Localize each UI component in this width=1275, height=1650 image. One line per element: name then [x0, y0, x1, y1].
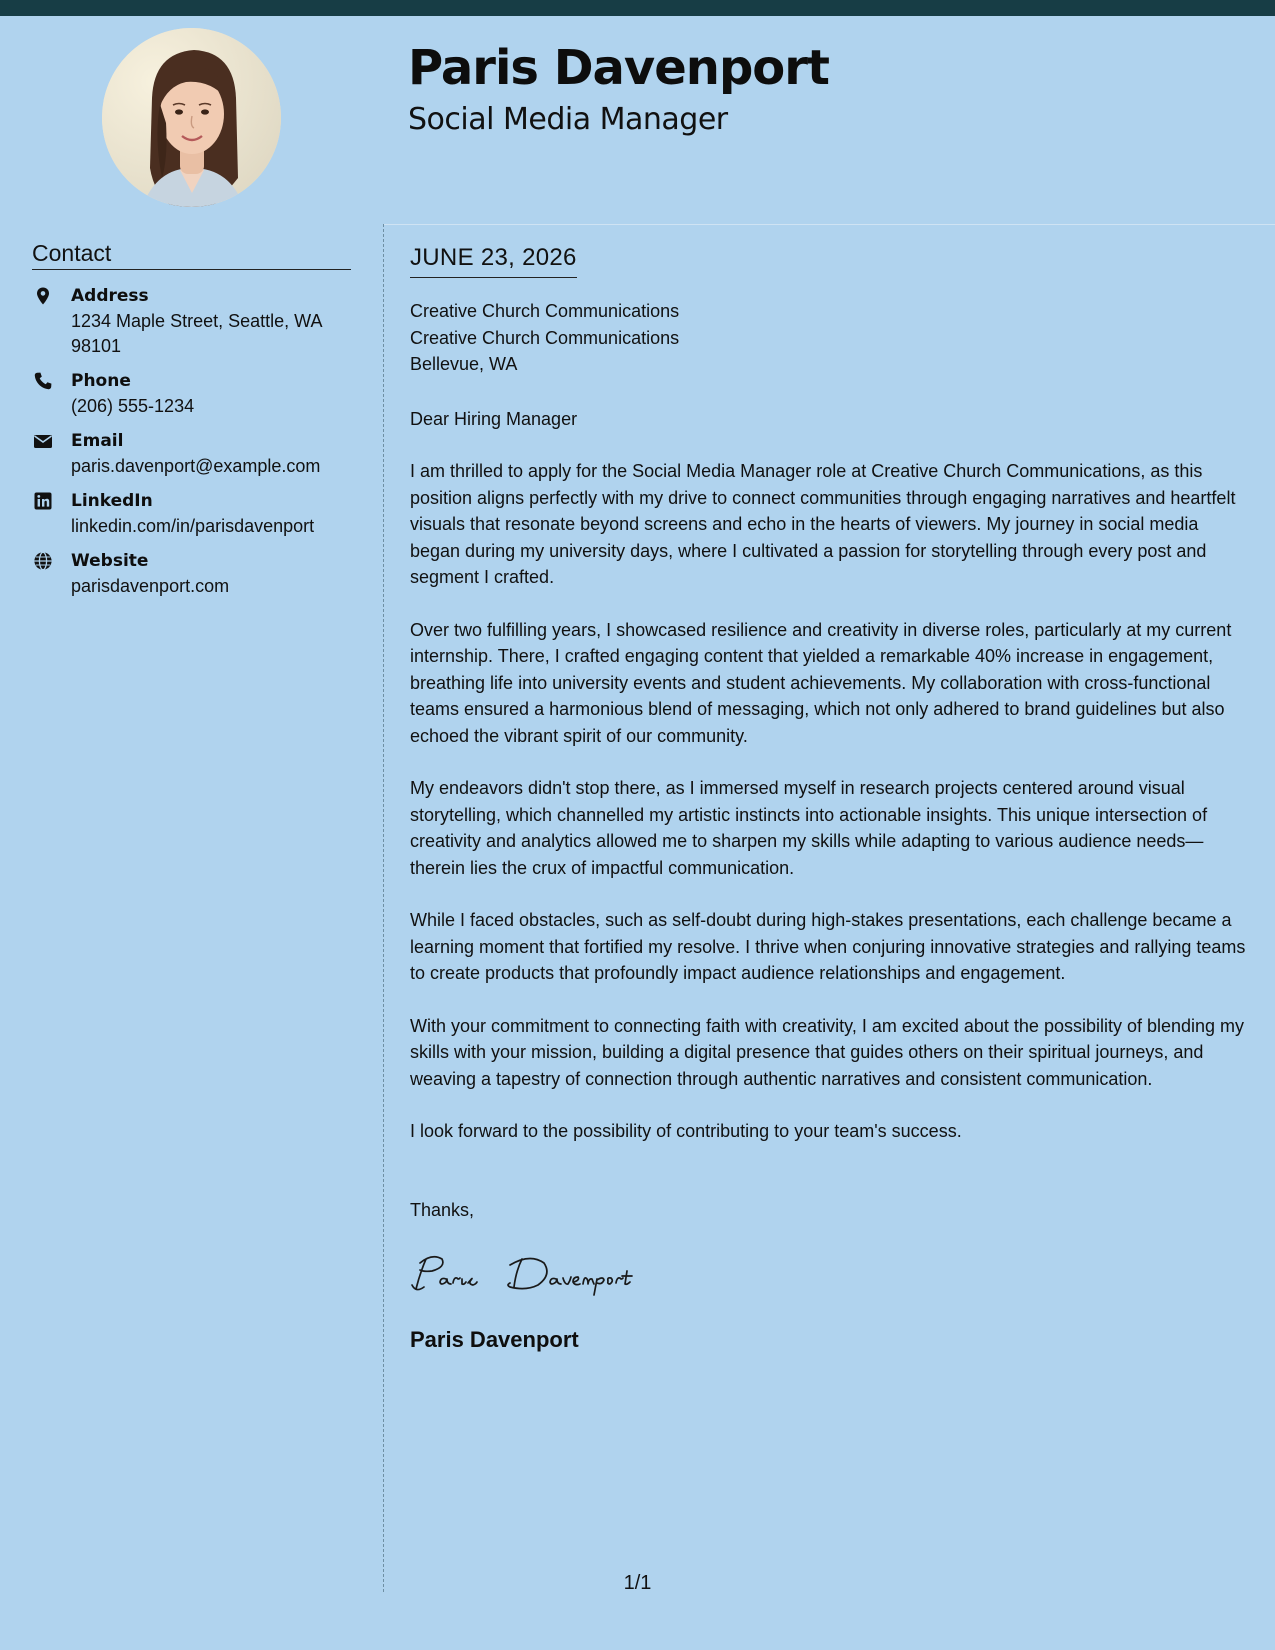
contact-value: paris.davenport@example.com	[71, 456, 321, 476]
contact-item-phone	[32, 369, 362, 419]
contact-label: Address	[71, 286, 149, 306]
cover-letter	[410, 244, 1250, 1353]
letter-paragraph: My endeavors didn't stop there, as I immersed myself in research projects centered around visual storytelling, which channelled my artistic instincts into actionable insights. This unique intersection of creativity and analytics allowed me to sharpen my skills while adapting to various audience needs—therein lies the crux of impactful communication.	[410, 778, 1208, 878]
contact-value: linkedin.com/in/parisdavenport	[71, 516, 315, 536]
handwritten-signature	[410, 1249, 1250, 1299]
envelope-icon	[33, 431, 53, 451]
letter-date: JUNE 23, 2026	[410, 244, 577, 278]
profile-photo	[102, 28, 281, 207]
salutation: Dear Hiring Manager	[410, 408, 578, 429]
contact-item-address	[32, 284, 362, 359]
applicant-name: Paris Davenport	[408, 40, 829, 96]
linkedin-icon	[33, 491, 53, 511]
letter-paragraph: While I faced obstacles, such as self-doubt during high-stakes presentations, each challenge became a learning moment that fortified my resolve. I thrive when conjuring innovative strategies and rallying teams to create products that profoundly impact audience relationships and engagement.	[410, 910, 1246, 983]
top-accent-bar	[0, 0, 1275, 16]
phone-icon	[33, 371, 53, 391]
contact-value: parisdavenport.com	[71, 576, 230, 596]
letter-paragraph: I am thrilled to apply for the Social Media Manager role at Creative Church Communications, as this position aligns perfectly with my drive to connect communities through engaging narratives and heartfelt visuals that resonate beyond screens and echo in the hearts of viewers. My journey in social media began during my university days, where I cultivated a passion for storytelling through every post and segment I crafted.	[410, 461, 1236, 587]
recipient-line: Creative Church Communications	[410, 327, 680, 348]
recipient-line: Creative Church Communications	[410, 301, 680, 321]
recipient-line: Bellevue, WA	[410, 354, 518, 374]
letter-paragraph: Over two fulfilling years, I showcased resilience and creativity in diverse roles, particularly at my current internship. There, I crafted engaging content that yielded a remarkable 40% increase in engagement, breathing life into university events and student achievements. My collaboration with cross-functional teams ensured a harmonious blend of messaging, which not only adhered to brand guidelines but also echoed the vibrant spirit of our community.	[410, 619, 1232, 746]
globe-icon	[33, 551, 53, 571]
column-divider	[383, 224, 384, 1592]
applicant-job-title: Social Media Manager	[408, 102, 728, 137]
contact-heading: Contact	[32, 240, 351, 270]
signer-name: Paris Davenport	[410, 1327, 579, 1352]
letter-paragraph: I look forward to the possibility of contributing to your team's success.	[410, 1121, 962, 1141]
page-number: 1/1	[623, 1572, 652, 1594]
contact-item-website	[32, 549, 362, 599]
contact-label: Website	[71, 551, 149, 571]
letter-paragraph: With your commitment to connecting faith with creativity, I am excited about the possibility of blending my skills with your mission, building a digital presence that guides others on their spiritual journeys, and weaving a tapestry of connection through authentic narratives and consistent communication.	[410, 1015, 1245, 1089]
contact-item-email	[32, 429, 362, 479]
contact-item-linkedin	[32, 489, 362, 539]
header-divider	[384, 224, 1275, 225]
contact-label: Phone	[71, 371, 131, 391]
recipient-block	[410, 298, 1250, 378]
letter-closing: Thanks,	[410, 1199, 475, 1220]
contact-label: LinkedIn	[71, 491, 153, 511]
contact-label: Email	[71, 431, 124, 451]
location-pin-icon	[33, 286, 53, 306]
contact-value: (206) 555-1234	[71, 396, 195, 416]
contact-list	[32, 284, 362, 609]
contact-value: 1234 Maple Street, Seattle, WA 98101	[71, 311, 322, 356]
